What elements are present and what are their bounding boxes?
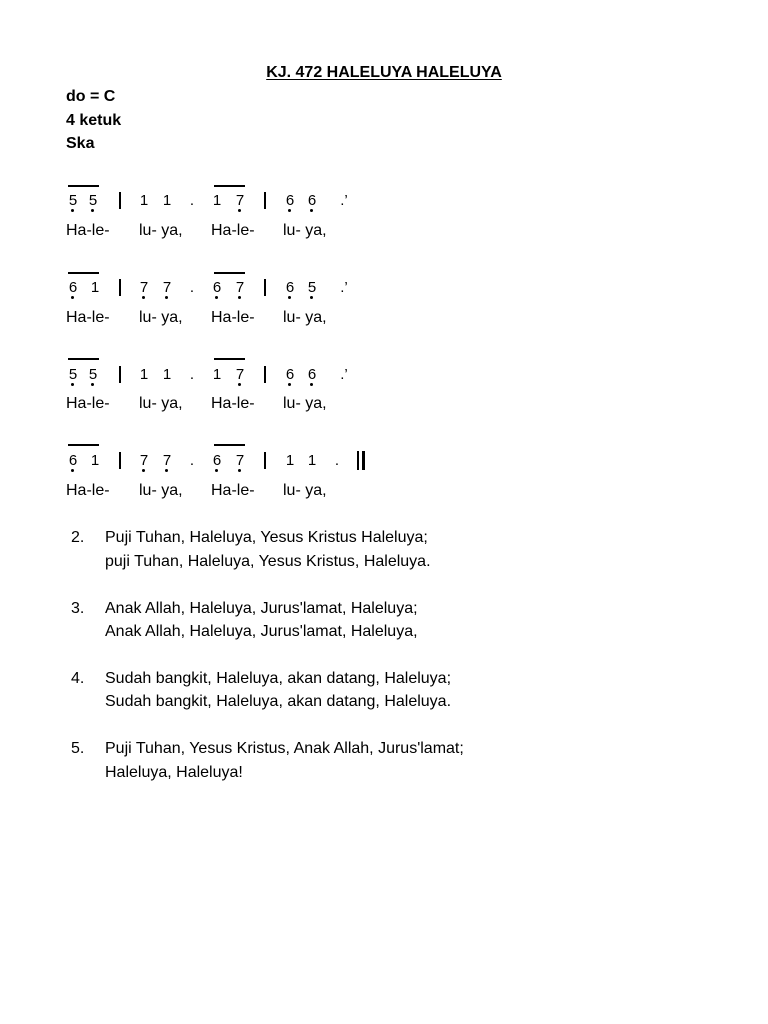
lyric: Ha-le- — [211, 395, 255, 412]
note: 6 — [283, 192, 297, 209]
lyric: lu- ya, — [139, 395, 183, 412]
verse-line: puji Tuhan, Haleluya, Yesus Kristus, Haleluya. — [105, 553, 431, 570]
lyric: Ha-le- — [211, 309, 255, 326]
bar-line — [119, 279, 121, 296]
note: 5 — [305, 279, 319, 296]
note: 1 — [90, 279, 100, 296]
note: 1 — [139, 192, 149, 209]
lyric: Ha-le- — [211, 482, 255, 499]
note: 7 — [160, 279, 174, 296]
lyric: Ha-le- — [66, 395, 110, 412]
note: 5 — [86, 366, 100, 383]
verse-number: 3. — [71, 600, 85, 617]
bar-line — [264, 366, 266, 383]
beam — [68, 272, 99, 274]
note: 6 — [210, 279, 224, 296]
note: 6 — [305, 192, 319, 209]
note: 1 — [162, 366, 172, 383]
note: 7 — [233, 279, 247, 296]
notes-row — [0, 192, 768, 216]
lyric: lu- ya, — [139, 309, 183, 326]
lyric: Ha-le- — [211, 222, 255, 239]
lyric: lu- ya, — [283, 482, 327, 499]
final-barline — [362, 451, 365, 470]
bar-line — [264, 279, 266, 296]
lyrics-row — [0, 309, 768, 333]
bar-line — [119, 192, 121, 209]
verse-number: 5. — [71, 740, 85, 757]
note: 1 — [90, 452, 100, 469]
lyric: lu- ya, — [283, 309, 327, 326]
lyric: lu- ya, — [283, 395, 327, 412]
key-signature: do = C — [66, 88, 116, 105]
verse-line: Anak Allah, Haleluya, Jurus'lamat, Haleluya, — [105, 623, 418, 640]
notes-row — [0, 452, 768, 476]
style-label: Ska — [66, 135, 95, 152]
note: 5 — [86, 192, 100, 209]
note: .’ — [340, 279, 348, 296]
note: . — [189, 452, 195, 469]
note: . — [334, 452, 340, 469]
bar-line — [264, 452, 266, 469]
verse-line: Anak Allah, Haleluya, Jurus'lamat, Haleluya; — [105, 600, 418, 617]
bar-line — [119, 452, 121, 469]
note: . — [189, 279, 195, 296]
note: .’ — [340, 192, 348, 209]
beam — [68, 444, 99, 446]
song-title: KJ. 472 HALELUYA HALELUYA — [266, 64, 502, 81]
lyric: lu- ya, — [139, 222, 183, 239]
note: 6 — [283, 279, 297, 296]
beam — [68, 358, 99, 360]
lyric: Ha-le- — [66, 309, 110, 326]
note: 6 — [66, 279, 80, 296]
verse-line: Puji Tuhan, Yesus Kristus, Anak Allah, Jurus'lamat; — [105, 740, 464, 757]
note: 1 — [212, 366, 222, 383]
note: 7 — [137, 279, 151, 296]
lyric: lu- ya, — [283, 222, 327, 239]
note: 5 — [66, 366, 80, 383]
beam — [214, 272, 245, 274]
note: 7 — [160, 452, 174, 469]
verse-number: 4. — [71, 670, 85, 687]
note: 7 — [233, 192, 247, 209]
verse-line: Sudah bangkit, Haleluya, akan datang, Haleluya; — [105, 670, 452, 687]
note: 6 — [66, 452, 80, 469]
beam — [214, 444, 245, 446]
bar-line — [264, 192, 266, 209]
note: .’ — [340, 366, 348, 383]
final-barline — [357, 451, 359, 470]
note: 1 — [307, 452, 317, 469]
time-signature: 4 ketuk — [66, 112, 122, 129]
verse-line: Haleluya, Haleluya! — [105, 764, 243, 781]
note: 5 — [66, 192, 80, 209]
note: 6 — [210, 452, 224, 469]
beam — [214, 358, 245, 360]
verse-line: Sudah bangkit, Haleluya, akan datang, Haleluya. — [105, 693, 452, 710]
note: 1 — [162, 192, 172, 209]
note: . — [189, 192, 195, 209]
note: . — [189, 366, 195, 383]
bar-line — [119, 366, 121, 383]
beam — [214, 185, 245, 187]
lyric: lu- ya, — [139, 482, 183, 499]
verse-line: Puji Tuhan, Haleluya, Yesus Kristus Haleluya; — [105, 529, 428, 546]
note: 6 — [283, 366, 297, 383]
note: 7 — [233, 366, 247, 383]
lyric: Ha-le- — [66, 482, 110, 499]
lyrics-row — [0, 482, 768, 506]
notes-row — [0, 279, 768, 303]
verse-number: 2. — [71, 529, 85, 546]
note: 6 — [305, 366, 319, 383]
note: 1 — [139, 366, 149, 383]
note: 7 — [137, 452, 151, 469]
lyrics-row — [0, 222, 768, 246]
beam — [68, 185, 99, 187]
notes-row — [0, 366, 768, 390]
note: 7 — [233, 452, 247, 469]
lyric: Ha-le- — [66, 222, 110, 239]
lyrics-row — [0, 395, 768, 419]
note: 1 — [212, 192, 222, 209]
note: 1 — [285, 452, 295, 469]
